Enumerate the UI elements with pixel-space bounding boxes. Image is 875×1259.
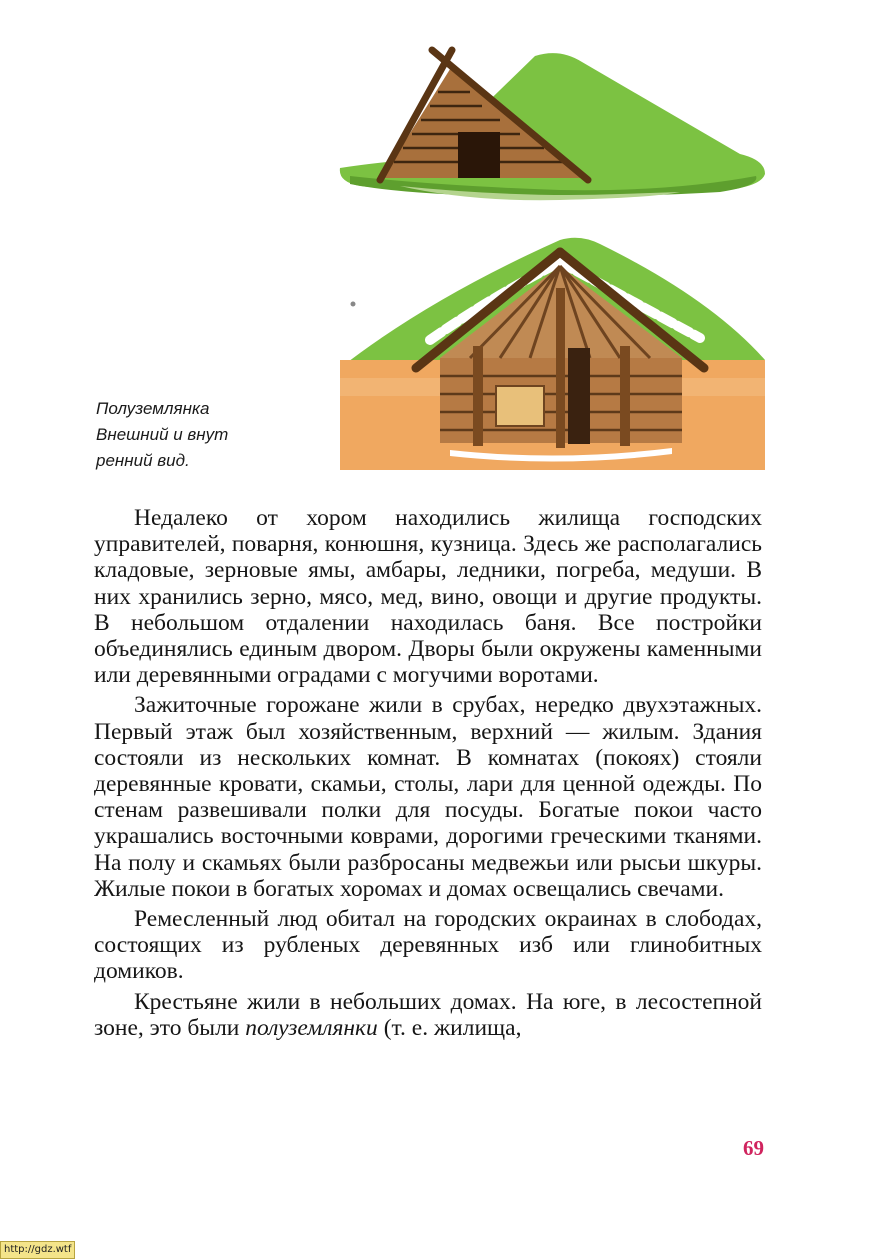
figure-caption (96, 396, 306, 474)
page-number: 69 (743, 1136, 764, 1160)
term-polu-zemlyanki: полуземлянки (245, 1014, 378, 1041)
caption-line-2: Внешний и внут (96, 425, 229, 444)
paragraph-1: Недалеко от хором находились жилища господских управителей, поварня, конюшня, кузница. Здесь же располагались кладовые, зерновые ямы, амбары, ледники, погреба, медуши. В них хранились зерно, мясо, мед, вино, овощи и другие продукты. В небольшом отдалении находилась баня. Все постройки объединялись единым двором. Дворы были окружены каменными или деревянными оградами с могучими воротами. (94, 505, 762, 689)
paragraph-4-start: Крестьяне жили в небольших домах. На юге, в лесостепной зоне, это были (94, 988, 762, 1041)
paragraph-4 (94, 989, 762, 1041)
paragraph-4-end: (т. е. жилища, (377, 1014, 522, 1041)
exterior-view-illustration (320, 36, 770, 214)
watermark-link[interactable]: http://gdz.wtf (0, 1241, 75, 1259)
interior-view-illustration (320, 228, 770, 470)
caption-line-1: Полуземлянка (96, 399, 210, 418)
paragraph-3: Ремесленный люд обитал на городских окраинах в слободах, состоящих из рубленых деревянных изб или глинобитных домиков. (94, 906, 762, 985)
paragraph-2: Зажиточные горожане жили в срубах, нередко двухэтажных. Первый этаж был хозяйственным, верхний — жилым. Здания состояли из нескольких комнат. В комнатах (покоях) стояли деревянные кровати, скамьи, столы, лари для ценной одежды. По стенам развешивали полки для посуды. Богатые покои часто украшались восточными коврами, дорогими греческими тканями. На полу и скамьях были разбросаны медвежьи или рысьи шкуры. Жилые покои в богатых хоромах и домах освещались свечами. (94, 692, 762, 902)
body-text (94, 505, 762, 1045)
caption-line-3: ренний вид. (96, 451, 190, 470)
